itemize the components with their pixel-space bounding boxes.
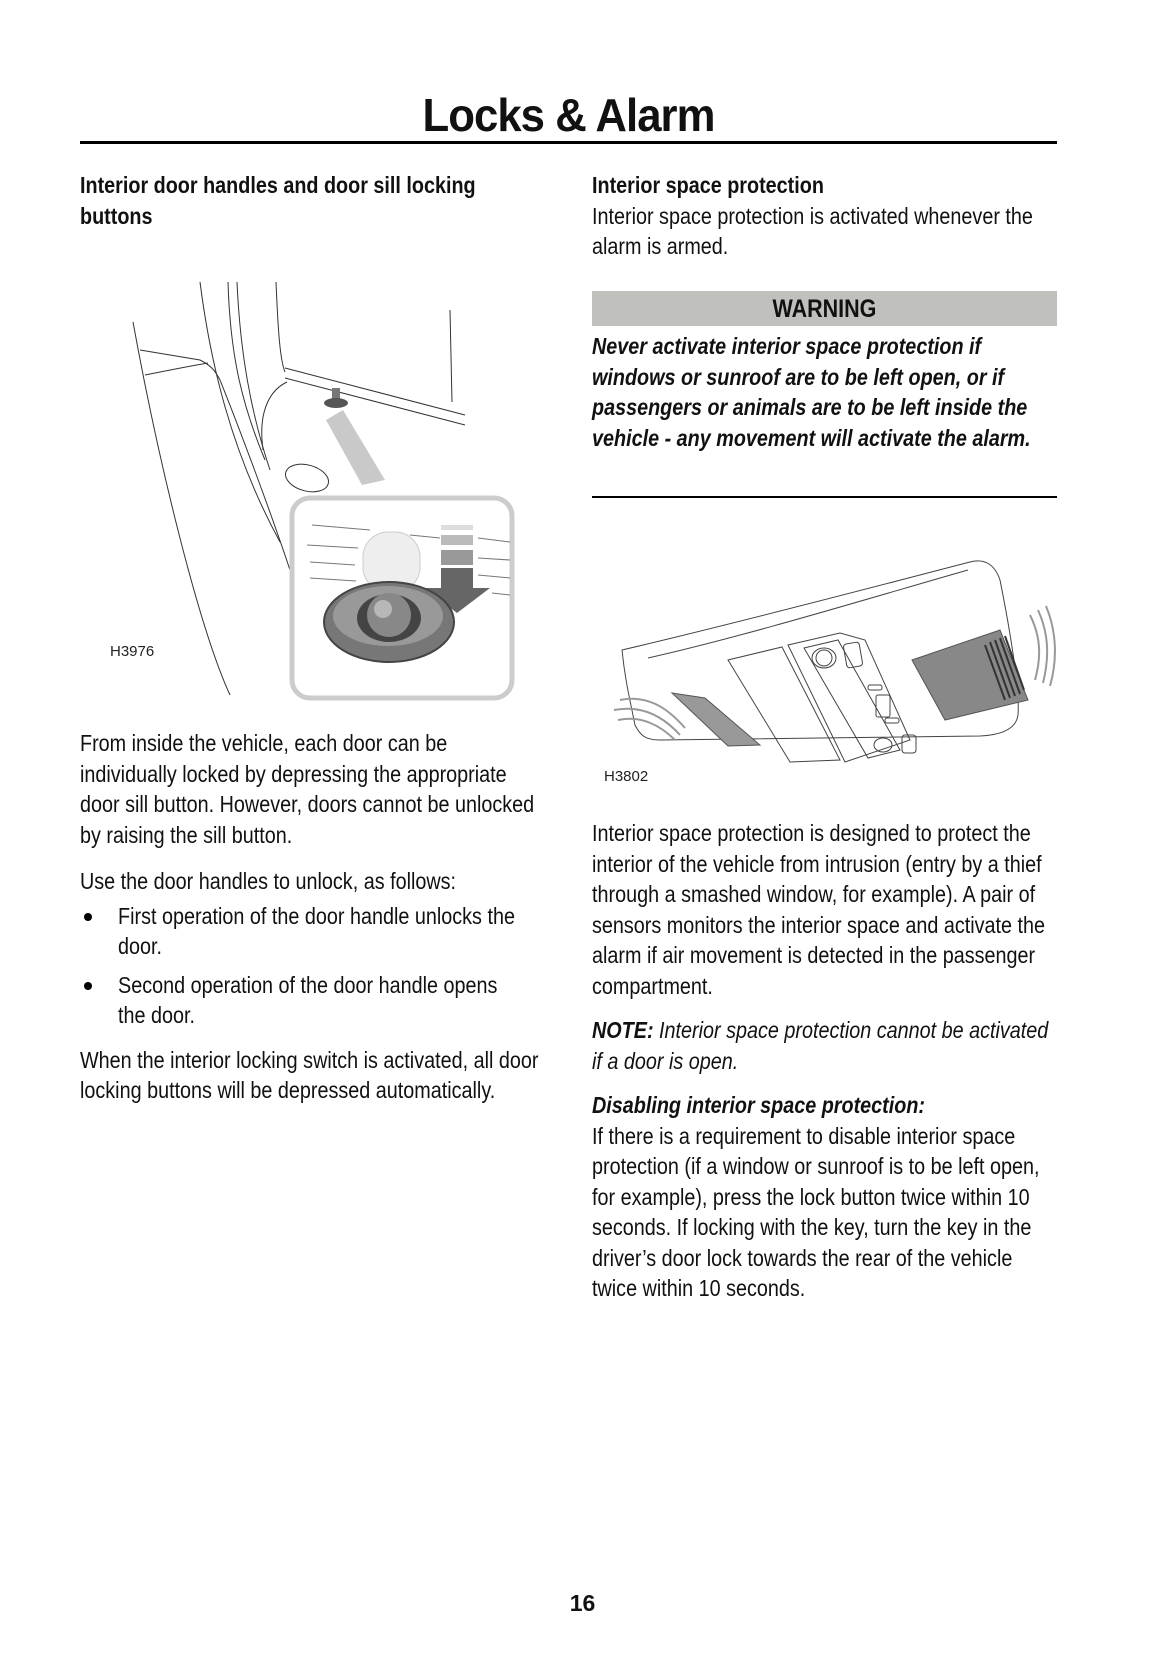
bullet-icon: [84, 982, 92, 990]
note-label: NOTE:: [592, 1017, 654, 1043]
title-divider: [80, 141, 1057, 144]
page-number: 16: [569, 1590, 596, 1616]
bullet-icon: [84, 913, 92, 921]
list-item: Second operation of the door handle opens the door.: [80, 970, 540, 1031]
paragraph-unlock-steps-intro: Use the door handles to unlock, as follows:: [80, 868, 457, 894]
overhead-console-sensors-illustration: [600, 540, 1060, 790]
paragraph-disabling-isp: If there is a requirement to disable interior space protection (if a window or sunroof is to be left open, for example), press the lock button twice within 10 seconds. If locking with the key, turn the key in the driver’s door lock towards the rear of the vehicle twice within 10 seconds.: [592, 1122, 1040, 1301]
paragraph-isp-description: Interior space protection is designed to protect the interior of the vehicle from intrusion (entry by a thief through a smashed window, for example). A pair of sensors monitors the interior space and activate the alarm if air movement is detected in the passenger compartment.: [592, 820, 1045, 999]
unlock-steps-list: [80, 901, 540, 1031]
door-sill-button-illustration: [100, 270, 520, 710]
page-title: Locks & Alarm: [422, 89, 715, 141]
right-column: [592, 170, 1052, 262]
warning-divider: [592, 496, 1057, 498]
paragraph-interior-locking-switch: When the interior locking switch is activated, all door locking buttons will be depressed automatically.: [80, 1046, 539, 1103]
warning-banner: WARNING: [592, 291, 1057, 326]
warning-text: Never activate interior space protection if windows or sunroof are to be left open, or if passengers or animals are to be left inside the vehicle - any movement will activate the alarm.: [592, 333, 1031, 451]
right-column-body: [592, 818, 1057, 1304]
figure-label-h3802: H3802: [604, 768, 649, 785]
paragraph-isp-intro: Interior space protection is activated whenever the alarm is armed.: [592, 202, 1033, 259]
list-item: First operation of the door handle unlocks the door.: [80, 901, 540, 962]
note-door-open: NOTE: Interior space protection cannot be activated if a door is open.: [592, 1017, 1049, 1074]
left-column: [80, 170, 540, 231]
section-heading-interior-space-protection: Interior space protection: [592, 172, 824, 198]
paragraph-door-lock-intro: From inside the vehicle, each door can be individually locked by depressing the appropriate door sill button. However, doors cannot be unlocked by raising the sill button.: [80, 730, 535, 848]
figure-overhead-console: [600, 540, 1060, 790]
section-heading-door-handles: Interior door handles and door sill locking buttons: [80, 172, 476, 229]
subheading-disabling-isp: Disabling interior space protection:: [592, 1092, 926, 1118]
left-column-body: [80, 728, 540, 1106]
figure-label-h3976: H3976: [110, 643, 155, 660]
figure-door-sill-button: [100, 270, 520, 710]
